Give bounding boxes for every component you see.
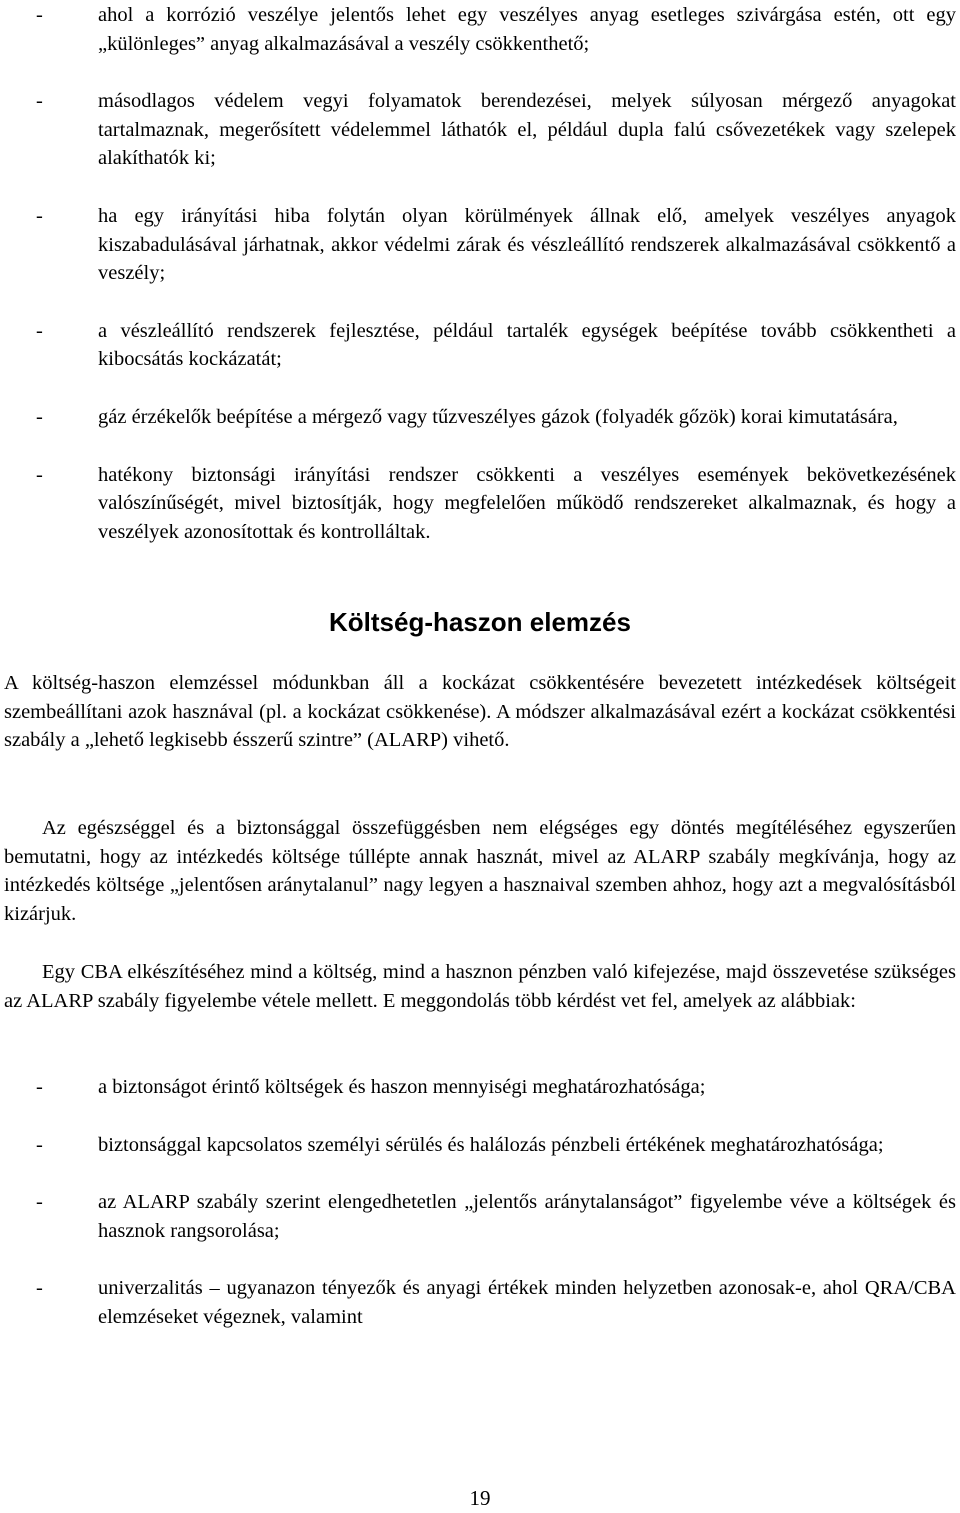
list-item-text: a biztonságot érintő költségek és haszon mennyiségi meghatározhatósága; [98, 1076, 706, 1098]
dash-marker: - [36, 4, 43, 26]
dash-marker: - [36, 1277, 43, 1300]
list-item-text: másodlagos védelem vegyi folyamatok berendezései, melyek súlyosan mérgező anyagokat tartalmaznak, megerősített védelemmel láthatók el, például dupla falú csővezetékek vagy szelepek alakíthatók ki; [98, 90, 956, 170]
paragraph: A költség-haszon elemzéssel módunkban áll a kockázat csökkentésére bevezetett intézkedések költségeit szembeállítani azok hasznával (pl. a kockázat csökkenése). A módszer alkalmazásával ezért a kockázat csökkentési szabály a „lehető legkisebb ésszerű szintre” (ALARP) vihető. [4, 672, 956, 752]
dash-marker: - [36, 90, 43, 113]
list-item [0, 1188, 960, 1245]
list-item [0, 1073, 960, 1102]
dash-marker: - [36, 319, 43, 342]
list-item [0, 1274, 960, 1331]
list-item [0, 1, 960, 58]
dash-marker: - [36, 463, 43, 486]
dash-marker: - [36, 204, 43, 227]
list-item-text: a vészleállító rendszerek fejlesztése, például tartalék egységek beépítése tovább csökkentheti a kibocsátás kockázatát; [98, 319, 956, 371]
list-item [0, 317, 960, 374]
list-item-text: hatékony biztonsági irányítási rendszer csökkenti a veszélyes események bekövetkezésének valószínűségét, mivel biztosítják, hogy megfelelően működő rendszereket alkalmaznak, és hogy a veszélyek azonosítottak és kontrolláltak. [98, 463, 956, 543]
section-heading: Költség-haszon elemzés [329, 607, 631, 637]
list-item [0, 403, 960, 432]
paragraph: Egy CBA elkészítéséhez mind a költség, mind a hasznon pénzben való kifejezése, majd összevetése szükséges az ALARP szabály figyelembe vétele mellett. E meggondolás több kérdést vet fel, amelyek az alábbiak: [4, 961, 956, 1012]
bullet-list-top [0, 1, 960, 546]
list-item-text: univerzalitás – ugyanazon tényezők és anyagi értékek minden helyzetben azonosak-e, ahol QRA/CBA elemzéseket végeznek, valamint [98, 1277, 956, 1328]
list-item-text: ha egy irányítási hiba folytán olyan körülmények állnak elő, amelyek veszélyes anyagok kiszabadulásával járhatnak, akkor védelmi zárak és vészleállító rendszerek alkalmazásával csökkentő a veszély; [98, 204, 956, 285]
dash-marker: - [36, 1191, 43, 1214]
page-number: 19 [469, 1486, 491, 1510]
list-item [0, 202, 960, 288]
dash-marker: - [36, 1133, 43, 1156]
list-item-text: gáz érzékelők beépítése a mérgező vagy tűzveszélyes gázok (folyadék gőzök) korai kimutatására, [98, 405, 898, 428]
bullet-list-bottom [0, 1073, 960, 1332]
list-item [0, 461, 960, 547]
list-item-text: biztonsággal kapcsolatos személyi sérülés és halálozás pénzbeli értékének meghatározhatósága; [98, 1133, 884, 1156]
list-item [0, 1131, 960, 1160]
list-item [0, 87, 960, 173]
dash-marker: - [36, 405, 43, 428]
list-item-text: ahol a korrózió veszélye jelentős lehet egy veszélyes anyag esetleges szivárgása estén, ott egy „különleges” anyag alkalmazásával a veszély csökkenthető; [98, 4, 956, 55]
list-item-text: az ALARP szabály szerint elengedhetetlen „jelentős aránytalanságot” figyelembe véve a költségek és hasznok rangsorolása; [98, 1191, 956, 1242]
dash-marker: - [36, 1076, 43, 1098]
paragraph: Az egészséggel és a biztonsággal összefüggésben nem elégséges egy döntés megítéléséhez egyszerűen bemutatni, hogy az intézkedés költsége túllépte annak hasznát, mivel az ALARP szabály megkívánja, hogy az intézkedés költsége „jelentősen aránytalanul” nagy legyen a hasznaival szemben ahhoz, hogy azt a megvalósításból kizárjuk. [4, 817, 956, 925]
